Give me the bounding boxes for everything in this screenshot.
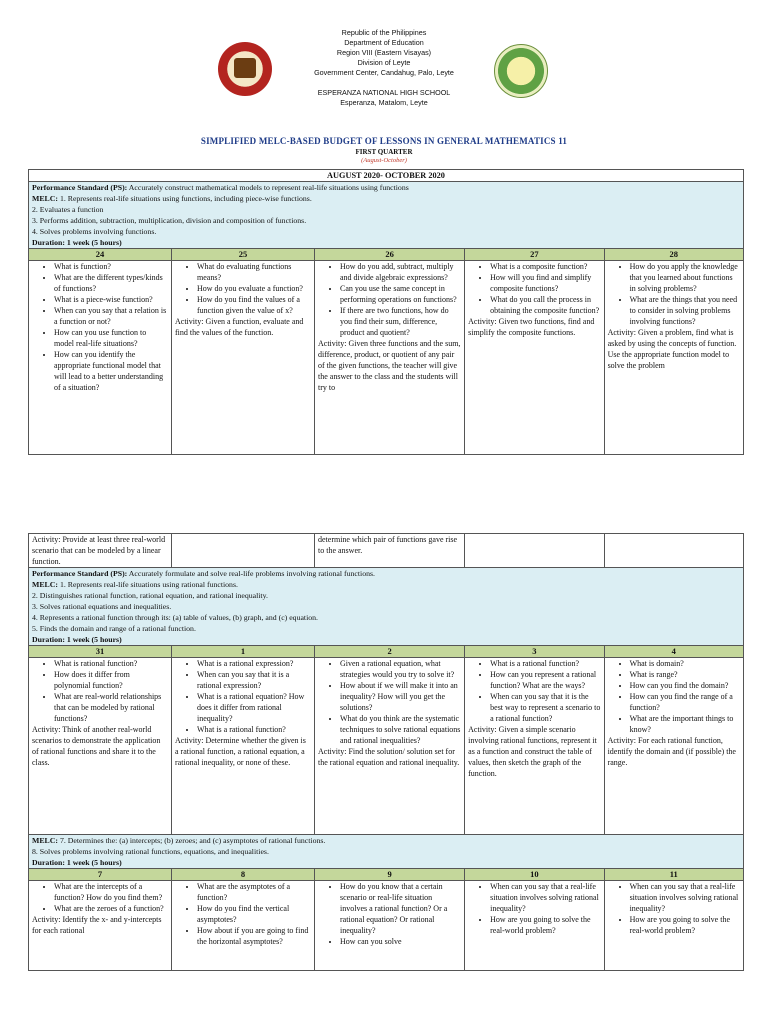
guide-question: • What are real-world relationships that can be modeled by rational functions?	[54, 691, 168, 724]
activity-text: Activity: Given a problem, find what is asked by using the concepts of function. Use the appropriate function model to solve the problem	[607, 328, 737, 370]
melc-label: MELC:	[32, 836, 58, 845]
guide-question: • If there are two functions, how do you find their sum, difference, product and quotient?	[340, 305, 461, 338]
guide-question: • How do you find the values of a function given the value of x?	[197, 294, 311, 316]
guide-question: • When can you say that a relation is a function or not?	[54, 305, 168, 327]
guide-question: • What do you call the process in obtaining the composite function?	[490, 294, 600, 316]
guide-question: • What is function?	[54, 261, 168, 272]
activity-text: Activity: Find the solution/ solution set for the rational equation and rational inequality.	[318, 747, 460, 767]
guide-question: • When can you say that it is the best way to represent a scenario to a rational function?	[490, 691, 600, 724]
melc-label: MELC:	[32, 194, 58, 203]
melc-item: 4. Solves problems involving functions.	[32, 227, 157, 236]
activity-text: Activity: Given a function, evaluate and find the values of the function.	[175, 317, 304, 337]
day-header: 25	[172, 249, 315, 261]
ps-text: Accurately construct mathematical models to represent real-life situations using functions	[127, 183, 409, 192]
lesson-cell	[465, 261, 604, 455]
melc-item: 1. Represents real-life situations using rational functions.	[58, 580, 238, 589]
duration: Duration: 1 week (5 hours)	[32, 635, 122, 644]
melc-item: 4. Represents a rational function through its: (a) table of values, (b) graph, and (c) equation.	[32, 613, 319, 622]
day-header: 26	[315, 249, 465, 261]
activity-text: Activity: Given a simple scenario involving rational functions, represent it as a function and construct the table of values, then sketch the graph of the function.	[468, 725, 597, 778]
document-title: SIMPLIFIED MELC-BASED BUDGET OF LESSONS IN GENERAL MATHEMATICS 11	[200, 136, 568, 146]
duration: Duration: 1 week (5 hours)	[32, 238, 122, 247]
activity-text: Activity: Determine whether the given is a rational function, a rational equation, a rational inequality, or none of these.	[175, 736, 306, 767]
school-seal-logo	[218, 42, 272, 96]
guide-question: • How do you evaluate a function?	[197, 283, 311, 294]
activity-text: Activity: Identify the x- and y-intercepts for each rational	[32, 915, 162, 935]
day-header: 8	[172, 869, 315, 881]
day-header: 3	[465, 646, 604, 658]
guide-question: • How can you find the range of a function?	[630, 691, 740, 713]
melc-item: 7. Determines the: (a) intercepts; (b) zeroes; and (c) asymptotes of rational functions.	[58, 836, 326, 845]
guide-question: • What is a composite function?	[490, 261, 600, 272]
melc-item: 2. Evaluates a function	[32, 205, 104, 214]
guide-question: • What is rational function?	[54, 658, 168, 669]
guide-question: • How will you find and simplify composite functions?	[490, 272, 600, 294]
guide-question: • What is a rational expression?	[197, 658, 311, 669]
melc-label: MELC:	[32, 580, 58, 589]
melc-item: 5. Finds the domain and range of a rational function.	[32, 624, 196, 633]
week2-standards	[29, 568, 744, 646]
guide-question: • When can you say that it is a rational expression?	[197, 669, 311, 691]
guide-question: • What are the things that you need to consider in solving problems involving functions?	[630, 294, 740, 327]
day-header: 7	[29, 869, 172, 881]
day-header: 4	[604, 646, 743, 658]
day-header: 2	[315, 646, 465, 658]
book-icon	[234, 58, 256, 78]
continuation-cell: determine which pair of functions gave rise to the answer.	[315, 534, 465, 568]
day-header: 28	[604, 249, 743, 261]
day-header: 10	[465, 869, 604, 881]
continuation-cell	[172, 534, 315, 568]
header-line: Republic of the Philippines	[341, 28, 427, 37]
school-address: Esperanza, Matalom, Leyte	[340, 98, 428, 107]
lesson-table-page1	[28, 169, 744, 455]
header-line: Region VIII (Eastern Visayas)	[336, 48, 432, 57]
melc-item: 8. Solves problems involving rational functions, equations, and inequalities.	[32, 847, 269, 856]
ps-label: Performance Standard (PS):	[32, 569, 128, 578]
header-line: Department of Education	[344, 38, 424, 47]
guide-question: • How do you find the vertical asymptotes?	[197, 903, 311, 925]
day-header: 27	[465, 249, 604, 261]
guide-question: • What do you think are the systematic techniques to solve rational equations and rational inequalities?	[340, 713, 461, 746]
guide-question: • How do you apply the knowledge that you learned about functions in solving problems?	[630, 261, 740, 294]
lesson-cell	[465, 658, 604, 835]
guide-question: • What are the asymptotes of a function?	[197, 881, 311, 903]
lesson-cell	[604, 881, 743, 971]
guide-question: • Can you use the same concept in performing operations on functions?	[340, 283, 461, 305]
guide-question: • What is a piece-wise function?	[54, 294, 168, 305]
guide-question: • What is domain?	[630, 658, 740, 669]
guide-question: • What is a rational function?	[490, 658, 600, 669]
lesson-cell	[29, 658, 172, 835]
lesson-cell	[315, 261, 465, 455]
lesson-cell	[172, 658, 315, 835]
guide-question: • What is range?	[630, 669, 740, 680]
continuation-cell	[465, 534, 604, 568]
day-header: 11	[604, 869, 743, 881]
lesson-table-page2	[28, 533, 744, 971]
guide-question: • How about if you are going to find the horizontal asymptotes?	[197, 925, 311, 947]
guide-question: • How can you identify the appropriate functional model that will lead to a better understanding of a situation?	[54, 349, 168, 393]
day-header: 1	[172, 646, 315, 658]
continuation-cell	[604, 534, 743, 568]
guide-question: • How do you add, subtract, multiply and divide algebraic expressions?	[340, 261, 461, 283]
guide-question: • How does it differ from polynomial function?	[54, 669, 168, 691]
guide-question: • How do you know that a certain scenario or real-life situation involves a rational function? Or a rational equation? Or rational inequality?	[340, 881, 461, 936]
header-line: Government Center, Candahug, Palo, Leyte	[314, 68, 454, 77]
school-name: ESPERANZA NATIONAL HIGH SCHOOL	[317, 88, 451, 97]
guide-question: • What do evaluating functions means?	[197, 261, 311, 283]
melc-item: 3. Solves rational equations and inequalities.	[32, 602, 172, 611]
guide-question: • How can you use function to model real-life situations?	[54, 327, 168, 349]
melc-item: 1. Represents real-life situations using functions, including piece-wise functions.	[58, 194, 312, 203]
ps-text: Accurately formulate and solve real-life problems involving rational functions.	[127, 569, 375, 578]
lesson-cell	[604, 261, 743, 455]
week1-standards	[29, 182, 744, 249]
guide-question: • How can you find the domain?	[630, 680, 740, 691]
week3-standards	[29, 835, 744, 869]
lesson-cell	[29, 881, 172, 971]
guide-question: • When can you say that a real-life situation involves solving rational inequality?	[490, 881, 600, 914]
melc-item: 3. Performs addition, subtraction, multiplication, division and composition of functions.	[32, 216, 307, 225]
guide-question: • What are the different types/kinds of functions?	[54, 272, 168, 294]
duration: Duration: 1 week (5 hours)	[32, 858, 122, 867]
period-label: (August-October)	[361, 157, 407, 164]
day-header: 31	[29, 646, 172, 658]
lesson-cell	[315, 881, 465, 971]
division-seal-logo	[494, 44, 548, 98]
guide-question: • What is a rational function?	[197, 724, 311, 735]
ps-label: Performance Standard (PS):	[32, 183, 128, 192]
lesson-cell	[29, 261, 172, 455]
melc-item: 2. Distinguishes rational function, rational equation, and rational inequality.	[32, 591, 268, 600]
lesson-cell	[315, 658, 465, 835]
activity-text: Activity: For each rational function, identify the domain and (if possible) the range.	[607, 736, 736, 767]
activity-text: Activity: Think of another real-world scenarios to demonstrate the application of rational functions and share it to the class.	[32, 725, 161, 767]
quarter-label: FIRST QUARTER	[355, 148, 413, 156]
guide-question: • How are you going to solve the real-world problem?	[490, 914, 600, 936]
lesson-cell	[172, 261, 315, 455]
activity-text: Activity: Given two functions, find and simplify the composite functions.	[468, 317, 595, 337]
guide-question: • What are the intercepts of a function? How do you find them?	[54, 881, 168, 903]
lesson-cell	[172, 881, 315, 971]
guide-question: • What are the zeroes of a function?	[54, 903, 168, 914]
lesson-cell	[604, 658, 743, 835]
day-header: 9	[315, 869, 465, 881]
guide-question: • How about if we will make it into an inequality? How will you get the solutions?	[340, 680, 461, 713]
guide-question: • What is a rational equation? How does it differ from rational inequality?	[197, 691, 311, 724]
guide-question: • How can you solve	[340, 936, 461, 947]
day-header: 24	[29, 249, 172, 261]
guide-question: • Given a rational equation, what strategies would you try to solve it?	[340, 658, 461, 680]
lesson-cell	[465, 881, 604, 971]
guide-question: • What are the important things to know?	[630, 713, 740, 735]
guide-question: • How are you going to solve the real-world problem?	[630, 914, 740, 936]
activity-text: Activity: Given three functions and the sum, difference, product, or quotient of any pair of the given functions, the teacher will give the answer to the class and the students will try to	[318, 339, 461, 392]
letterhead	[0, 28, 768, 108]
guide-question: • When can you say that a real-life situation involves solving rational inequality?	[630, 881, 740, 914]
header-line: Division of Leyte	[357, 58, 411, 67]
month-header: AUGUST 2020- OCTOBER 2020	[29, 170, 744, 182]
guide-question: • How can you represent a rational function? What are the ways?	[490, 669, 600, 691]
continuation-cell: Activity: Provide at least three real-world scenario that can be modeled by a linear function.	[29, 534, 172, 568]
